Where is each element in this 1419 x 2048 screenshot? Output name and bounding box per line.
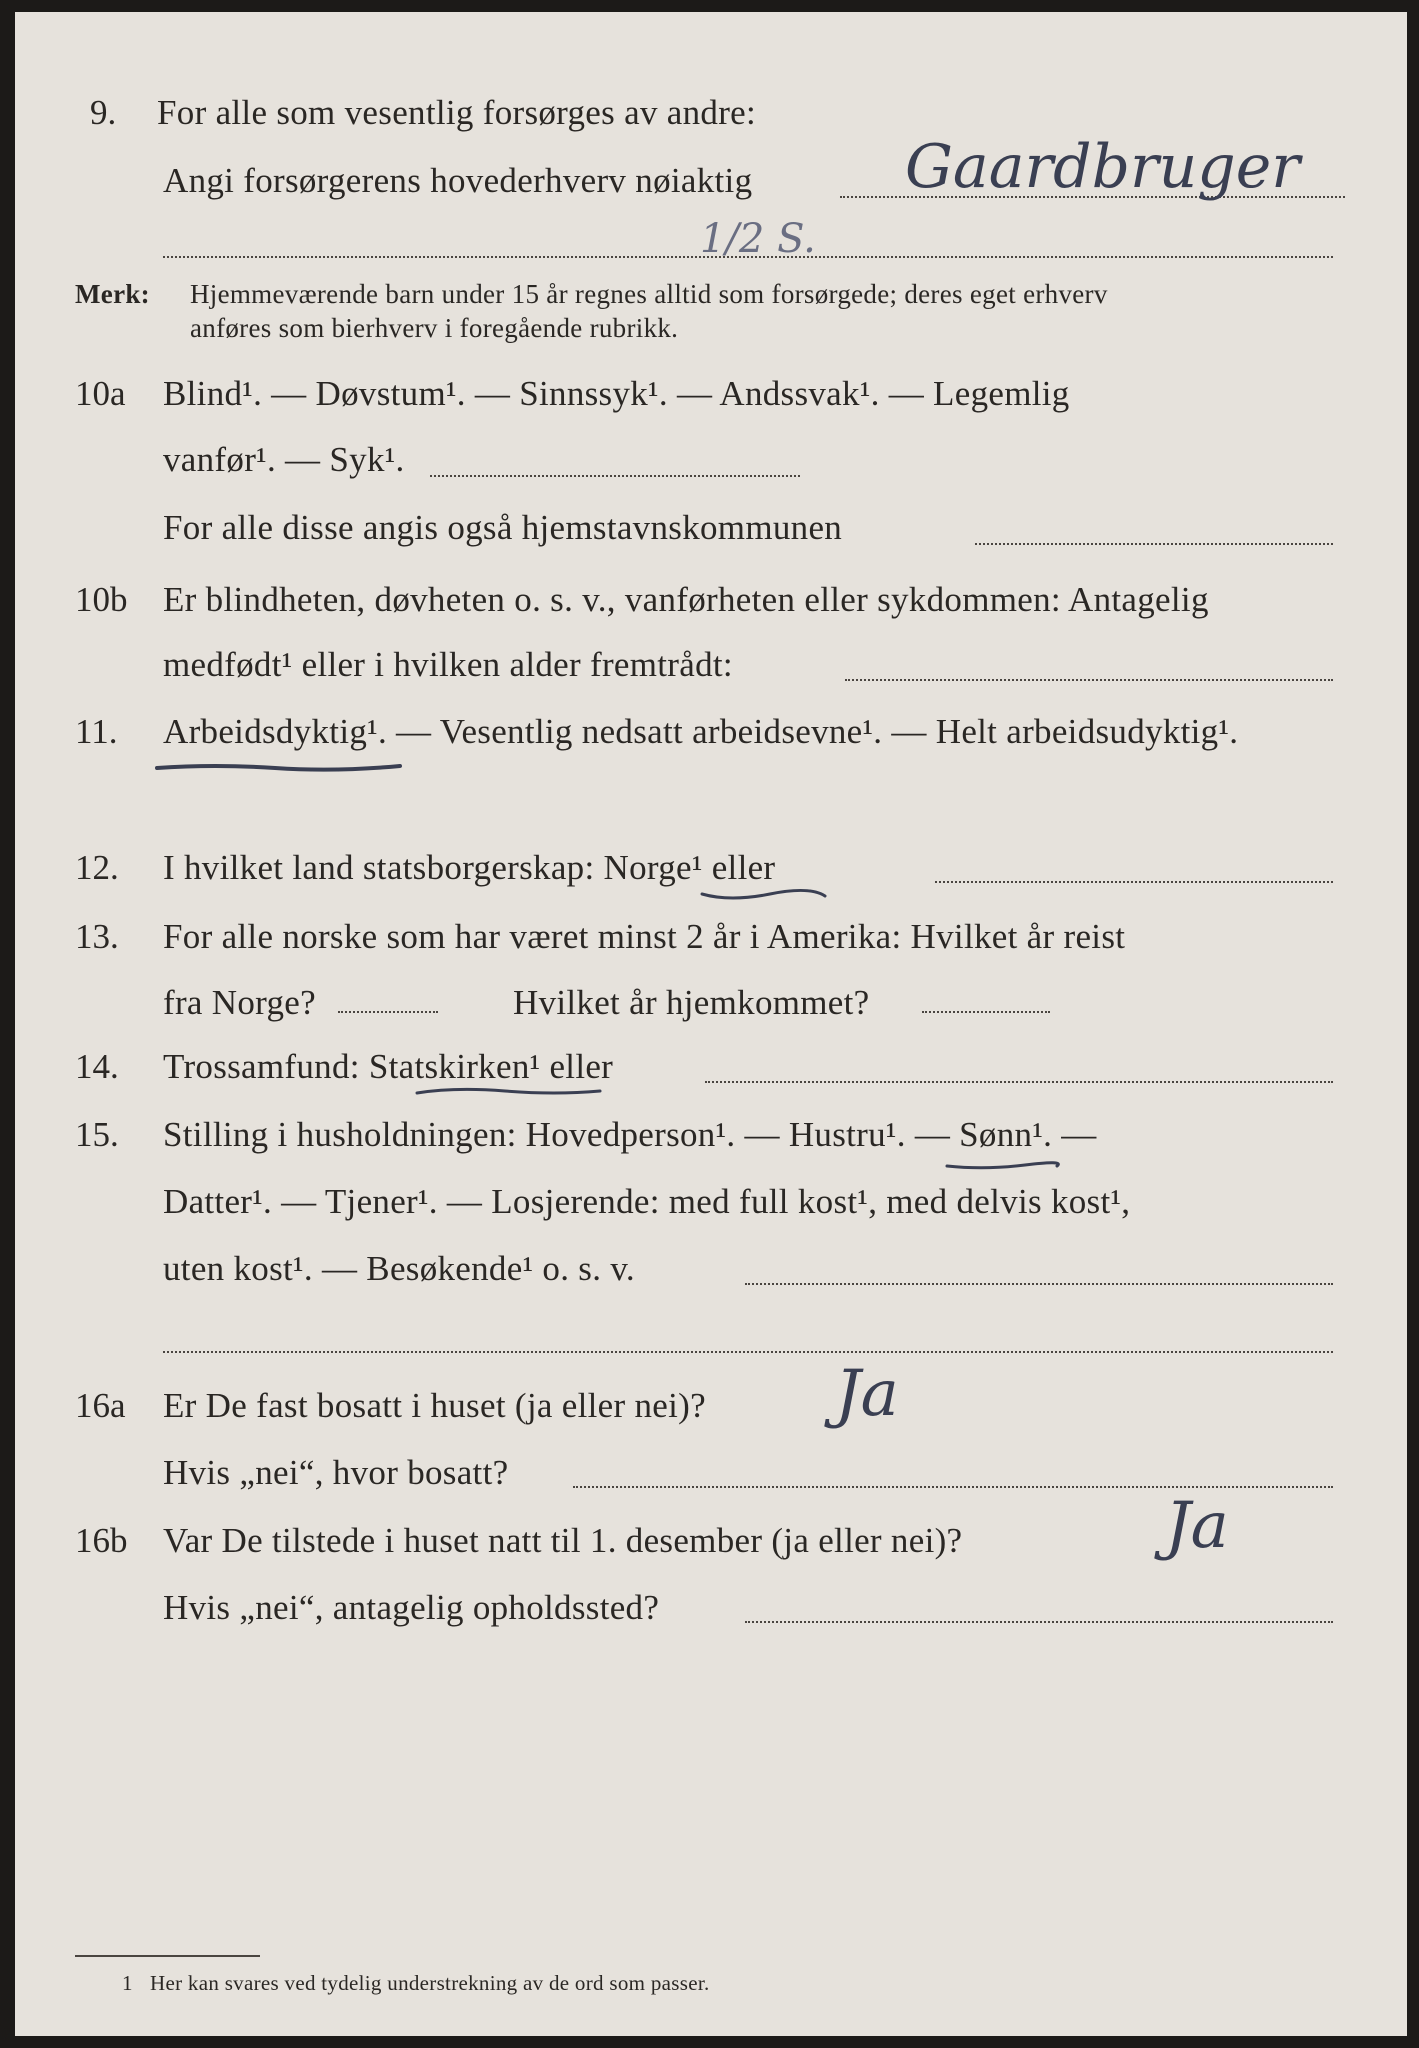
q9-number: 9. [90, 93, 117, 132]
q14-trossamfund-line [705, 1080, 1333, 1083]
q11-text: Arbeidsdyktig¹. — Vesentlig nedsatt arbeidsevne¹. — Helt arbeidsudyktig¹. [163, 712, 1239, 751]
q9-handwritten-note: 1/2 S. [700, 216, 816, 262]
q14-text: Trossamfund: Statskirken¹ eller [163, 1047, 614, 1086]
q10b-line-1: Er blindheten, døvheten o. s. v., vanførheten eller sykdommen: Antagelig [163, 580, 1209, 619]
q12-number: 12. [75, 848, 119, 887]
q13-number: 13. [75, 917, 119, 956]
q10b-number: 10b [75, 580, 128, 619]
footnote-text: Her kan svares ved tydelig understrekning av de ord som passer. [150, 1971, 710, 1995]
q15-line-3: uten kost¹. — Besøkende¹ o. s. v. [163, 1249, 635, 1288]
q14-underline-mark [415, 1085, 605, 1099]
footnote-rule [75, 1955, 260, 1957]
q15-stilling-line [745, 1282, 1333, 1285]
q16a-line-1: Er De fast bosatt i huset (ja eller nei)? [163, 1386, 706, 1425]
q10a-number: 10a [75, 374, 126, 413]
q12-text: I hvilket land statsborgerskap: Norge¹ eller [163, 848, 776, 887]
q10a-line-3: For alle disse angis også hjemstavnskommunen [163, 508, 843, 547]
q10a-line-2: vanfør¹. — Syk¹. [163, 440, 405, 479]
q16a-bosatt-line [573, 1485, 1333, 1488]
q16b-line-2: Hvis „nei“, antagelig opholdssted? [163, 1588, 660, 1627]
footnote-marker: 1 [122, 1971, 133, 1995]
q11-underline-mark [155, 760, 405, 774]
q15-extra-line [163, 1350, 1333, 1353]
q15-underline-mark [945, 1160, 1060, 1172]
q10b-line-2: medfødt¹ eller i hvilken alder fremtrådt: [163, 645, 733, 684]
q10b-alder-line [845, 678, 1333, 681]
q15-line-2: Datter¹. — Tjener¹. — Losjerende: med full kost¹, med delvis kost¹, [163, 1182, 1131, 1221]
q9-label: Angi forsørgerens hovederhverv nøiaktig [163, 161, 753, 200]
q12-underline-mark [700, 888, 830, 904]
q13-line-2b: Hvilket år hjemkommet? [513, 983, 870, 1022]
q13-reist-line [338, 1010, 438, 1013]
q10a-line-1: Blind¹. — Døvstum¹. — Sinnssyk¹. — Andssvak¹. — Legemlig [163, 374, 1070, 413]
q15-line-1: Stilling i husholdningen: Hovedperson¹. — Hustru¹. — Sønn¹. — [163, 1115, 1097, 1154]
q9-heading: For alle som vesentlig forsørges av andre: [157, 93, 757, 132]
q16a-handwritten-answer: Ja [835, 1357, 899, 1431]
merk-line-1: Hjemmeværende barn under 15 år regnes alltid som forsørgede; deres eget erhverv [190, 279, 1108, 309]
q12-land-line [935, 880, 1333, 883]
q16b-number: 16b [75, 1521, 128, 1560]
q10a-syk-line [430, 474, 800, 477]
q16a-number: 16a [75, 1386, 126, 1425]
q15-number: 15. [75, 1115, 119, 1154]
q14-number: 14. [75, 1047, 119, 1086]
q16b-handwritten-answer: Ja [1165, 1489, 1229, 1563]
merk-line-2: anføres som bierhverv i foregående rubrikk. [190, 313, 679, 343]
q9-handwritten-answer: Gaardbruger [905, 132, 1300, 202]
q16a-line-2: Hvis „nei“, hvor bosatt? [163, 1453, 509, 1492]
q13-line-2a: fra Norge? [163, 983, 316, 1022]
q13-line-1: For alle norske som har været minst 2 år i Amerika: Hvilket år reist [163, 917, 1126, 956]
merk-label: Merk: [75, 279, 150, 309]
q13-hjemkommet-line [922, 1010, 1050, 1013]
q11-number: 11. [75, 712, 118, 751]
q16b-line-1: Var De tilstede i huset natt til 1. desember (ja eller nei)? [163, 1521, 963, 1560]
q16b-opholdssted-line [745, 1620, 1333, 1623]
q10a-kommune-line [975, 542, 1333, 545]
